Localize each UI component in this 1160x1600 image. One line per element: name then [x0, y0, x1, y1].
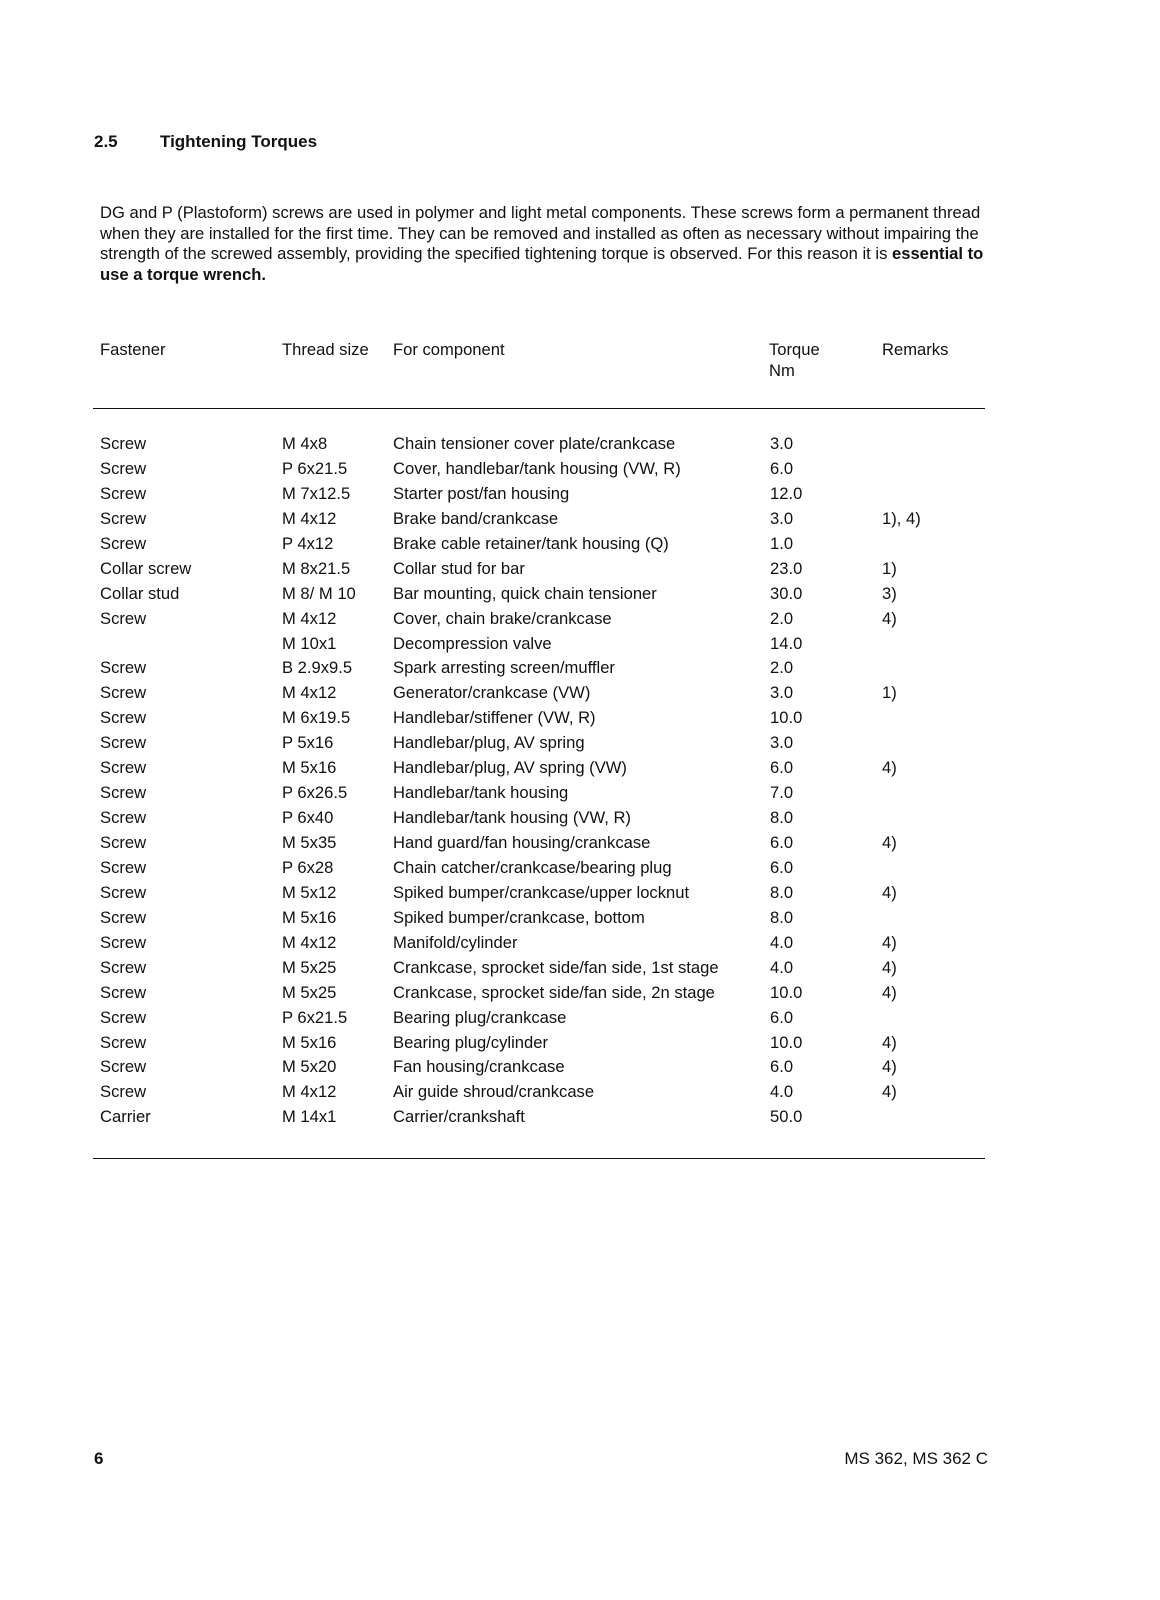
header-component: For component — [393, 340, 505, 359]
table-row — [100, 958, 990, 983]
cell-thread-size: M 4x12 — [282, 683, 337, 703]
cell-thread-size: M 5x35 — [282, 833, 337, 852]
cell-fastener: Screw — [100, 733, 147, 753]
section-number: 2.5 — [94, 132, 118, 151]
table-row — [100, 833, 990, 858]
cell-thread-size: M 5x20 — [282, 1057, 337, 1077]
cell-torque: 10.0 — [770, 982, 803, 1002]
cell-torque: 4.0 — [770, 1082, 794, 1102]
cell-fastener: Collar screw — [100, 558, 192, 578]
intro-paragraph — [100, 203, 1000, 285]
cell-component: Chain tensioner cover plate/crankcase — [393, 434, 676, 453]
cell-thread-size: M 10x1 — [282, 633, 337, 653]
cell-component: Collar stud for bar — [393, 558, 525, 578]
cell-thread-size: M 5x12 — [282, 882, 337, 902]
cell-torque: 4.0 — [770, 957, 794, 977]
cell-fastener: Screw — [100, 683, 147, 703]
footer-model: MS 362, MS 362 C — [844, 1449, 988, 1468]
cell-torque: 8.0 — [770, 907, 794, 927]
cell-thread-size: P 5x16 — [282, 733, 334, 753]
cell-fastener: Screw — [100, 1057, 147, 1077]
cell-remarks: 4) — [882, 758, 897, 778]
table-row — [100, 1033, 990, 1058]
header-torque-unit: Nm — [769, 361, 795, 380]
cell-thread-size: M 4x8 — [282, 434, 328, 453]
cell-fastener: Screw — [100, 833, 147, 852]
cell-fastener: Screw — [100, 434, 147, 453]
cell-remarks: 4) — [882, 1082, 897, 1102]
cell-remarks: 4) — [882, 1032, 897, 1052]
cell-torque: 4.0 — [770, 932, 794, 952]
cell-thread-size: M 4x12 — [282, 608, 337, 628]
cell-remarks: 4) — [882, 982, 897, 1002]
header-remarks: Remarks — [882, 340, 949, 359]
cell-torque: 7.0 — [770, 783, 794, 803]
cell-fastener: Collar stud — [100, 583, 180, 603]
table-row — [100, 908, 990, 933]
cell-component: Manifold/cylinder — [393, 932, 518, 952]
cell-component: Fan housing/crankcase — [393, 1057, 565, 1077]
cell-thread-size: M 4x12 — [282, 932, 337, 952]
cell-component: Air guide shroud/crankcase — [393, 1082, 595, 1102]
cell-remarks: 4) — [882, 833, 897, 852]
cell-fastener: Screw — [100, 533, 147, 553]
cell-thread-size: M 14x1 — [282, 1107, 337, 1127]
cell-remarks: 1) — [882, 558, 897, 578]
table-row — [100, 559, 990, 584]
table-row — [100, 484, 990, 509]
cell-fastener: Screw — [100, 882, 147, 902]
cell-component: Handlebar/stiffener (VW, R) — [393, 708, 596, 728]
cell-torque: 1.0 — [770, 533, 794, 553]
cell-fastener: Screw — [100, 808, 147, 828]
cell-fastener: Screw — [100, 1032, 147, 1052]
cell-thread-size: P 6x40 — [282, 808, 334, 828]
cell-component: Generator/crankcase (VW) — [393, 683, 591, 703]
cell-component: Carrier/crankshaft — [393, 1107, 525, 1127]
cell-torque: 10.0 — [770, 1032, 803, 1052]
cell-thread-size: P 6x21.5 — [282, 1007, 348, 1027]
table-row — [100, 758, 990, 783]
table-row — [100, 459, 990, 484]
cell-fastener: Screw — [100, 907, 147, 927]
cell-torque: 8.0 — [770, 808, 794, 828]
table-row — [100, 708, 990, 733]
cell-component: Crankcase, sprocket side/fan side, 1st stage — [393, 957, 719, 977]
cell-component: Chain catcher/crankcase/bearing plug — [393, 857, 672, 877]
cell-torque: 2.0 — [770, 658, 794, 678]
cell-thread-size: M 4x12 — [282, 1082, 337, 1102]
table-row — [100, 584, 990, 609]
cell-fastener: Screw — [100, 708, 147, 728]
cell-remarks: 4) — [882, 608, 897, 628]
cell-thread-size: M 5x25 — [282, 982, 337, 1002]
cell-fastener: Screw — [100, 957, 147, 977]
cell-component: Brake cable retainer/tank housing (Q) — [393, 533, 669, 553]
header-torque — [769, 339, 820, 381]
cell-torque: 23.0 — [770, 558, 803, 578]
table-row — [100, 609, 990, 634]
table-row — [100, 434, 990, 459]
cell-component: Cover, chain brake/crankcase — [393, 608, 612, 628]
table-row — [100, 783, 990, 808]
cell-thread-size: P 4x12 — [282, 533, 334, 553]
cell-torque: 3.0 — [770, 434, 794, 453]
section-title: Tightening Torques — [160, 132, 318, 151]
cell-component: Bar mounting, quick chain tensioner — [393, 583, 657, 603]
cell-component: Spiked bumper/crankcase/upper locknut — [393, 882, 690, 902]
cell-thread-size: M 4x12 — [282, 508, 337, 528]
cell-torque: 50.0 — [770, 1107, 803, 1127]
cell-remarks: 4) — [882, 957, 897, 977]
cell-fastener: Screw — [100, 932, 147, 952]
cell-torque: 6.0 — [770, 857, 794, 877]
table-row — [100, 534, 990, 559]
cell-component: Handlebar/plug, AV spring — [393, 733, 585, 753]
cell-fastener: Screw — [100, 783, 147, 803]
cell-thread-size: M 6x19.5 — [282, 708, 351, 728]
cell-torque: 8.0 — [770, 882, 794, 902]
cell-remarks: 4) — [882, 932, 897, 952]
cell-fastener: Screw — [100, 508, 147, 528]
cell-torque: 6.0 — [770, 758, 794, 778]
table-top-rule — [93, 408, 985, 409]
table-row — [100, 634, 990, 659]
table-row — [100, 509, 990, 534]
cell-thread-size: M 5x16 — [282, 758, 337, 778]
table-bottom-rule — [93, 1158, 985, 1159]
cell-fastener: Screw — [100, 483, 147, 503]
cell-fastener: Screw — [100, 658, 147, 678]
table-row — [100, 1057, 990, 1082]
table-row — [100, 883, 990, 908]
cell-remarks: 1), 4) — [882, 508, 921, 528]
cell-component: Starter post/fan housing — [393, 483, 570, 503]
intro-emphasis: essential to use a torque wrench. — [100, 244, 984, 284]
table-row — [100, 683, 990, 708]
cell-component: Bearing plug/cylinder — [393, 1032, 548, 1052]
cell-component: Decompression valve — [393, 633, 552, 653]
table-row — [100, 1107, 990, 1132]
table-row — [100, 1082, 990, 1107]
cell-torque: 3.0 — [770, 508, 794, 528]
cell-torque: 6.0 — [770, 1057, 794, 1077]
table-row — [100, 983, 990, 1008]
cell-component: Handlebar/plug, AV spring (VW) — [393, 758, 627, 778]
cell-torque: 30.0 — [770, 583, 803, 603]
page-number: 6 — [94, 1449, 104, 1468]
cell-thread-size: M 8x21.5 — [282, 558, 351, 578]
intro-text: DG and P (Plastoform) screws are used in polymer and light metal components. These screws form a permanent thread when they are installed for the first time. They can be removed and installed as often as necessary without impairing the strength of the screwed assembly, providing the specified tightening torque is observed. For this reason it is — [100, 203, 981, 263]
cell-thread-size: M 5x25 — [282, 957, 337, 977]
cell-remarks: 3) — [882, 583, 897, 603]
table-row — [100, 733, 990, 758]
cell-fastener: Screw — [100, 458, 147, 478]
cell-fastener: Screw — [100, 982, 147, 1002]
cell-fastener: Screw — [100, 1082, 147, 1102]
cell-fastener: Screw — [100, 857, 147, 877]
cell-torque: 3.0 — [770, 733, 794, 753]
table-header — [100, 339, 990, 389]
cell-thread-size: B 2.9x9.5 — [282, 658, 353, 678]
cell-component: Bearing plug/crankcase — [393, 1007, 567, 1027]
cell-component: Cover, handlebar/tank housing (VW, R) — [393, 458, 681, 478]
cell-remarks: 4) — [882, 1057, 897, 1077]
cell-torque: 10.0 — [770, 708, 803, 728]
cell-thread-size: P 6x26.5 — [282, 783, 348, 803]
cell-fastener: Screw — [100, 608, 147, 628]
cell-thread-size: M 8/ M 10 — [282, 583, 356, 603]
header-torque-label: Torque — [769, 340, 820, 359]
cell-component: Hand guard/fan housing/crankcase — [393, 833, 651, 852]
cell-thread-size: M 7x12.5 — [282, 483, 351, 503]
cell-torque: 2.0 — [770, 608, 794, 628]
cell-torque: 6.0 — [770, 833, 794, 852]
section-heading — [94, 132, 317, 152]
cell-fastener: Screw — [100, 758, 147, 778]
cell-remarks: 4) — [882, 882, 897, 902]
cell-component: Crankcase, sprocket side/fan side, 2n stage — [393, 982, 715, 1002]
cell-component: Handlebar/tank housing (VW, R) — [393, 808, 631, 828]
cell-torque: 6.0 — [770, 1007, 794, 1027]
cell-component: Brake band/crankcase — [393, 508, 559, 528]
cell-fastener: Carrier — [100, 1107, 151, 1127]
cell-remarks: 1) — [882, 683, 897, 703]
table-row — [100, 1008, 990, 1033]
table-row — [100, 808, 990, 833]
cell-thread-size: M 5x16 — [282, 907, 337, 927]
cell-component: Spark arresting screen/muffler — [393, 658, 615, 678]
cell-thread-size: P 6x28 — [282, 857, 334, 877]
cell-component: Spiked bumper/crankcase, bottom — [393, 907, 645, 927]
cell-fastener: Screw — [100, 1007, 147, 1027]
cell-thread-size: P 6x21.5 — [282, 458, 348, 478]
cell-torque: 6.0 — [770, 458, 794, 478]
cell-torque: 12.0 — [770, 483, 803, 503]
cell-component: Handlebar/tank housing — [393, 783, 569, 803]
cell-torque: 3.0 — [770, 683, 794, 703]
header-fastener: Fastener — [100, 340, 166, 359]
torque-table-body — [100, 434, 990, 1132]
header-thread-size: Thread size — [282, 340, 369, 359]
table-row — [100, 858, 990, 883]
table-row — [100, 933, 990, 958]
table-row — [100, 658, 990, 683]
cell-torque: 14.0 — [770, 633, 803, 653]
cell-thread-size: M 5x16 — [282, 1032, 337, 1052]
